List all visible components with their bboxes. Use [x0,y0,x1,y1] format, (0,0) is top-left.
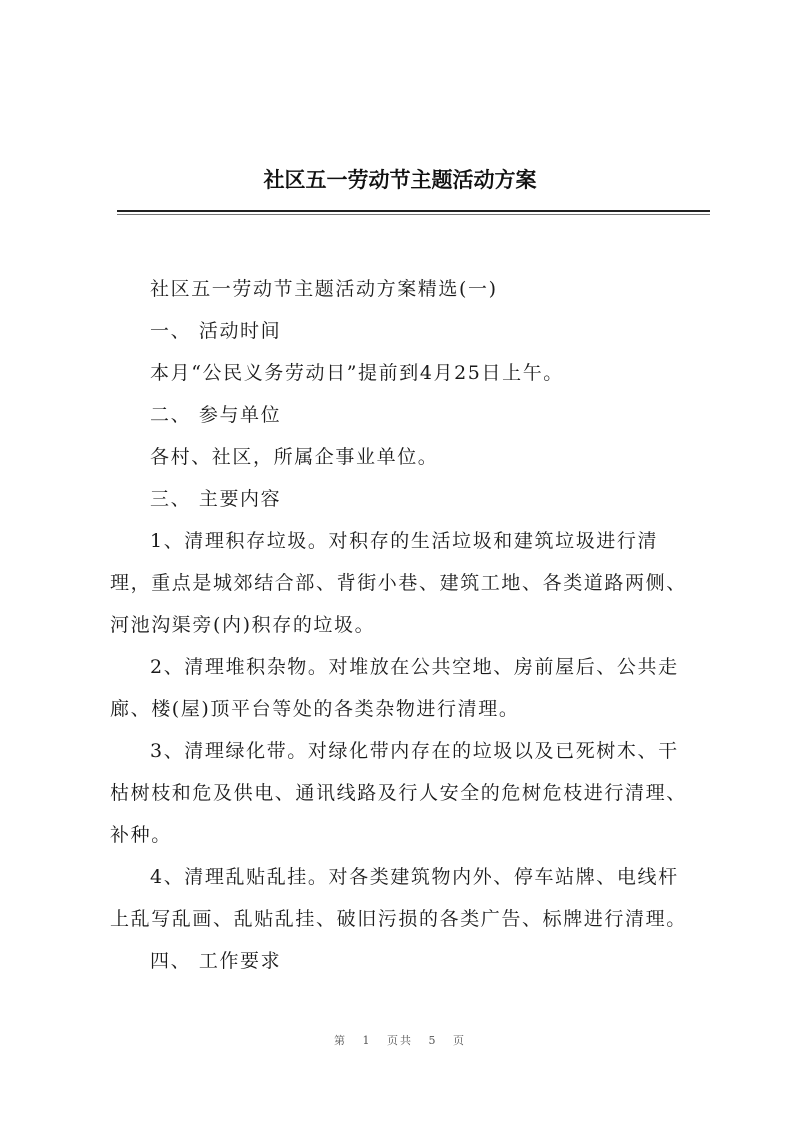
section-heading: 二、 参与单位 [150,404,282,426]
section-heading: 一、 活动时间 [150,320,282,342]
body-line: 2、清理堆积杂物。对堆放在公共空地、房前屋后、公共走 [150,656,679,678]
body-line: 补种。 [110,824,172,846]
document-title: 社区五一劳动节主题活动方案 [263,167,537,192]
body-line: 4、清理乱贴乱挂。对各类建筑物内外、停车站牌、电线杆 [150,866,679,888]
body-line: 廊、楼(屋)顶平台等处的各类杂物进行清理。 [110,698,520,720]
body-line: 河池沟渠旁(内)积存的垃圾。 [110,614,376,636]
title-divider-thin [117,214,710,215]
title-divider [117,210,710,212]
section-heading: 三、 主要内容 [150,488,282,510]
body-line: 上乱写乱画、乱贴乱挂、破旧污损的各类广告、标牌进行清理。 [110,908,687,930]
body-line: 1、清理积存垃圾。对积存的生活垃圾和建筑垃圾进行清 [150,530,659,552]
body-line: 3、清理绿化带。对绿化带内存在的垃圾以及已死树木、干 [150,740,679,762]
page-number-footer: 第 1 页共 5 页 [334,1034,466,1047]
section-heading: 四、 工作要求 [150,950,282,972]
body-line: 本月“公民义务劳动日”提前到4月25日上午。 [150,362,564,384]
body-line: 理，重点是城郊结合部、背街小巷、建筑工地、各类道路两侧、 [110,572,687,594]
body-line: 各村、社区，所属企事业单位。 [150,446,439,468]
body-line: 社区五一劳动节主题活动方案精选(一) [150,278,498,300]
body-line: 枯树枝和危及供电、通讯线路及行人安全的危树危枝进行清理、 [110,782,687,804]
document-body [110,268,710,982]
